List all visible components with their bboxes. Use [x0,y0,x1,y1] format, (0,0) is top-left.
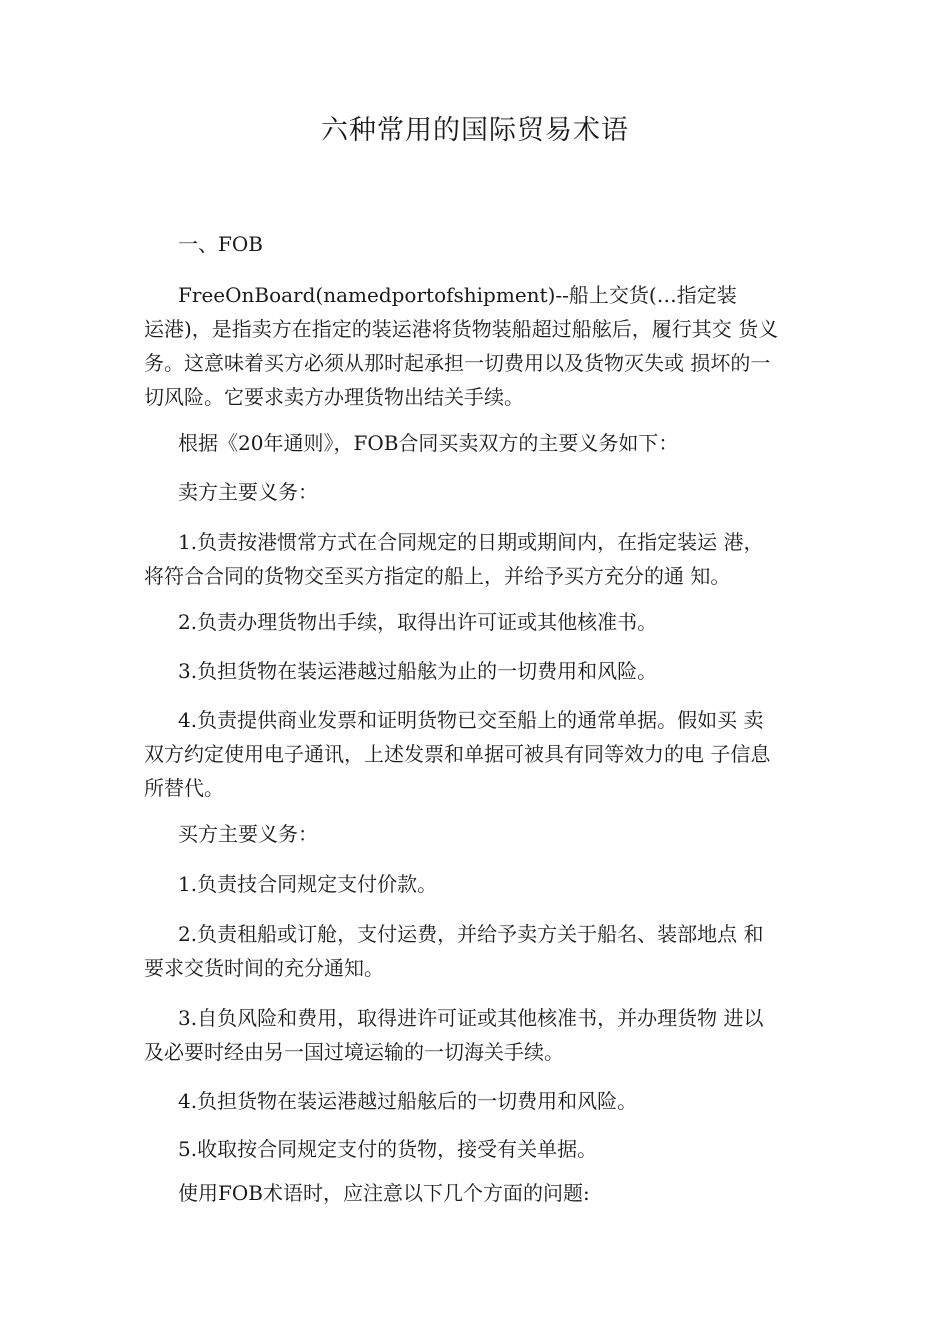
seller-item-4-line-1: 4.负责提供商业发票和证明货物已交至船上的通常单据。假如买 卖 [178,708,764,732]
definition-line-2: 运港)，是指卖方在指定的装运港将货物装船超过船舷后，履行其交 货义 [144,317,779,341]
buyer-item-4: 4.负担货物在装运港越过船舷后的一切费用和风险。 [178,1089,638,1113]
seller-item-1-line-1: 1.负责按港惯常方式在合同规定的日期或期间内，在指定装运 港， [178,530,764,554]
seller-item-3: 3.负担货物在装运港越过船舷为止的一切费用和风险。 [178,659,658,683]
seller-item-1-line-2: 将符合合同的货物交至买方指定的船上，并给予买方充分的通 知。 [144,564,731,588]
buyer-item-2-line-2: 要求交货时间的充分通知。 [144,956,384,980]
seller-item-4 [144,703,834,805]
buyer-item-2-line-1: 2.负责租船或订舱，支付运费，并给予卖方关于船名、装部地点 和 [178,922,764,946]
buyer-item-2 [144,917,834,985]
definition-line-3: 务。这意味着买方必须从那时起承担一切费用以及货物灭失或 损坏的一 [144,351,771,375]
seller-heading: 卖方主要义务： [178,480,318,504]
closing-paragraph: 使用FOB术语时，应注意以下几个方面的问题: [178,1181,590,1205]
section-heading: 一、FOB [178,232,263,256]
buyer-item-3 [144,1001,834,1069]
definition-line-1: FreeOnBoard(namedportofshipment)--船上交货(…指定装 [178,283,737,307]
seller-item-4-line-3: 所替代。 [144,776,224,800]
buyer-item-1: 1.负责技合同规定支付价款。 [178,872,438,896]
seller-item-1 [144,525,834,593]
seller-item-2: 2.负责办理货物出手续，取得出许可证或其他核准书。 [178,610,658,634]
buyer-item-3-line-2: 及必要时经由另一国过境运输的一切海关手续。 [144,1040,564,1064]
document-title: 六种常用的国际贸易术语 [321,115,629,146]
definition-line-4: 切风险。它要求卖方办理货物出结关手续。 [144,385,524,409]
seller-item-4-line-2: 双方约定使用电子通讯，上述发票和单据可被具有同等效力的电 子信息 [144,742,771,766]
buyer-item-3-line-1: 3.自负风险和费用，取得进许可证或其他核准书，并办理货物 进以 [178,1006,764,1030]
buyer-item-5: 5.收取按合同规定支付的货物，接受有关单据。 [178,1137,598,1161]
buyer-heading: 买方主要义务： [178,822,318,846]
basis-paragraph: 根据《20年通则》，FOB合同买卖双方的主要义务如下： [178,431,679,455]
definition-paragraph [144,278,834,414]
